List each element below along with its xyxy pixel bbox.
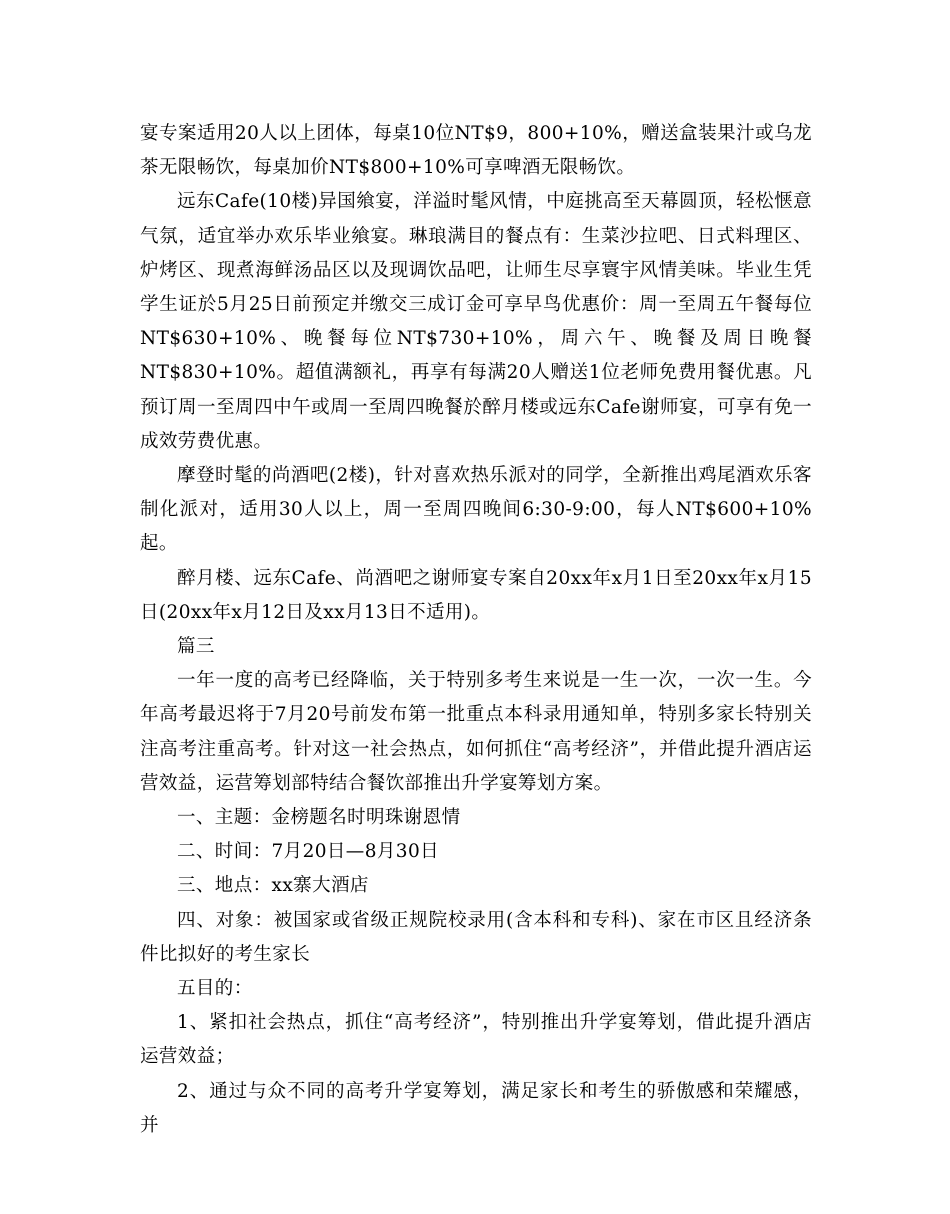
list-item: 2、通过与众不同的高考升学宴筹划，满足家长和考生的骄傲感和荣耀感，并 — [140, 1080, 812, 1136]
paragraph: 宴专案适用20人以上团体，每桌10位NT$9，800+10%，赠送盒装果汁或乌龙茶无限畅饮，每桌加价NT$800+10%可享啤酒无限畅饮。 — [140, 123, 812, 179]
list-item: 一、主题：金榜题名时明珠谢恩情 — [177, 807, 461, 829]
list-item: 1、紧扣社会热点，抓住“高考经济”，特别推出升学宴筹划，借此提升酒店运营效益； — [140, 1012, 812, 1068]
list-item: 四、对象：被国家或省级正规院校录用(含本科和专科)、家在市区且经济条件比拟好的考生家长 — [140, 909, 812, 965]
paragraph: 摩登时髦的尚酒吧(2楼)，针对喜欢热乐派对的同学，全新推出鸡尾酒欢乐客制化派对，适用30人以上，周一至周四晚间6:30-9:00，每人NT$600+10%起。 — [140, 465, 812, 555]
list-item: 五目的： — [177, 978, 253, 1000]
paragraph: 一年一度的高考已经降临，关于特别多考生来说是一生一次，一次一生。今年高考最迟将于7月20号前发布第一批重点本科录用通知单，特别多家长特别关注高考注重高考。针对这一社会热点，如何抓住“高考经济”，并借此提升酒店运营效益，运营筹划部特结合餐饮部推出升学宴筹划方案。 — [140, 670, 812, 794]
paragraph: 醉月楼、远东Cafe、尚酒吧之谢师宴专案自20xx年x月1日至20xx年x月15日(20xx年x月12日及xx月13日不适用)。 — [140, 567, 812, 623]
list-item: 三、地点：xx寨大酒店 — [177, 875, 369, 897]
list-item: 二、时间：7月20日—8月30日 — [177, 841, 440, 863]
section-heading: 篇三 — [177, 636, 215, 658]
document-body — [140, 117, 812, 1143]
paragraph: 远东Cafe(10楼)异国飨宴，洋溢时髦风情，中庭挑高至天幕圆顶，轻松惬意气氛，适宜举办欢乐毕业飨宴。琳琅满目的餐点有：生菜沙拉吧、日式料理区、炉烤区、现煮海鲜汤品区以及现调饮品吧，让师生尽享寰宇风情美味。毕业生凭学生证於5月25日前预定并缴交三成订金可享早鸟优惠价：周一至周五午餐每位NT$630+10%、晚餐每位NT$730+10%，周六午、晚餐及周日晚餐NT$830+10%。超值满额礼，再享有每满20人赠送1位老师免费用餐优惠。凡预订周一至周四中午或周一至周四晚餐於醉月楼或远东Cafe谢师宴，可享有免一成效劳费优惠。 — [140, 191, 812, 452]
